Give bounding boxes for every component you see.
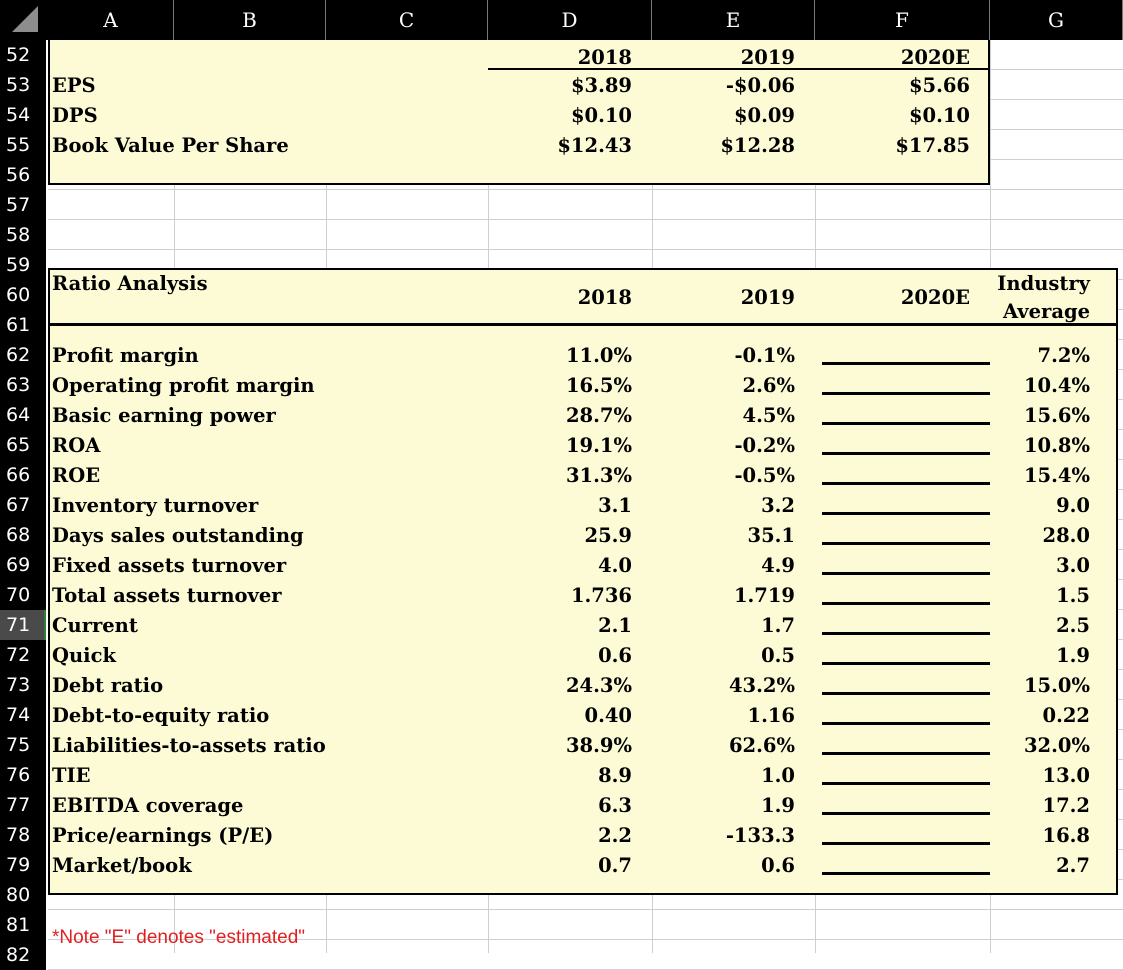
per-share-2019-value: $0.09 [733, 104, 795, 127]
industry-average-value: 17.2 [1042, 794, 1090, 817]
ratio-2019-value: -0.5% [734, 464, 795, 487]
ratio-2019-value: 3.2 [761, 494, 795, 517]
ratio-2018-value: 0.40 [584, 704, 632, 727]
row-header-82[interactable]: 82 [0, 940, 46, 970]
row-header-58[interactable]: 58 [0, 220, 46, 250]
industry-average-value: 10.8% [1023, 434, 1090, 457]
row-header-73[interactable]: 73 [0, 670, 46, 700]
ratio-2020e-input-line[interactable] [822, 872, 990, 875]
industry-average-value: 15.4% [1023, 464, 1090, 487]
row-header-74[interactable]: 74 [0, 700, 46, 730]
industry-average-line2: Average [1002, 300, 1090, 323]
industry-average-value: 13.0 [1042, 764, 1090, 787]
row-header-75[interactable]: 75 [0, 730, 46, 760]
ratio-label: Current [52, 614, 138, 637]
ratio-2019-value: 1.719 [733, 584, 795, 607]
ratio-2018-value: 11.0% [565, 344, 632, 367]
industry-average-value: 3.0 [1056, 554, 1090, 577]
row-header-77[interactable]: 77 [0, 790, 46, 820]
row-header-80[interactable]: 80 [0, 880, 46, 910]
industry-average-value: 16.8 [1042, 824, 1090, 847]
ratio-2020e-input-line[interactable] [822, 362, 990, 365]
industry-average-value: 2.5 [1056, 614, 1090, 637]
ratio-2020e-input-line[interactable] [822, 392, 990, 395]
ratio-2018-value: 38.9% [565, 734, 632, 757]
select-all-icon [12, 6, 38, 32]
row-header-53[interactable]: 53 [0, 70, 46, 100]
ratio-2020e-input-line[interactable] [822, 692, 990, 695]
ratio-label: Debt ratio [52, 674, 164, 697]
industry-average-value: 9.0 [1056, 494, 1090, 517]
ratio-2018-value: 3.1 [598, 494, 632, 517]
ratio-2019-value: 4.5% [742, 404, 795, 427]
row-header-72[interactable]: 72 [0, 640, 46, 670]
row-header-70[interactable]: 70 [0, 580, 46, 610]
ratio-2019-value: 1.0 [761, 764, 795, 787]
ratio-2019-value: -133.3 [725, 824, 795, 847]
ratio-2020e-input-line[interactable] [822, 452, 990, 455]
ratio-2019-value: 1.7 [761, 614, 795, 637]
column-header-f[interactable]: F [815, 0, 990, 40]
per-share-2020e-value: $5.66 [908, 74, 970, 97]
ratio-2020e-input-line[interactable] [822, 632, 990, 635]
ratio-year-2019: 2019 [740, 286, 795, 309]
row-header-60[interactable]: 60 [0, 280, 46, 310]
row-header-65[interactable]: 65 [0, 430, 46, 460]
row-header-55[interactable]: 55 [0, 130, 46, 160]
ratio-2020e-input-line[interactable] [822, 602, 990, 605]
row-header-57[interactable]: 57 [0, 190, 46, 220]
industry-average-value: 15.6% [1023, 404, 1090, 427]
industry-average-value: 7.2% [1037, 344, 1090, 367]
per-share-year-2018: 2018 [577, 46, 632, 69]
ratio-header-rule [48, 323, 1118, 326]
industry-average-value: 0.22 [1042, 704, 1090, 727]
per-share-label: Book Value Per Share [52, 134, 289, 157]
ratio-2019-value: 62.6% [728, 734, 795, 757]
row-header-66[interactable]: 66 [0, 460, 46, 490]
select-all-corner[interactable] [0, 0, 48, 40]
industry-average-value: 2.7 [1056, 854, 1090, 877]
ratio-2019-value: 2.6% [742, 374, 795, 397]
per-share-2018-value: $12.43 [557, 134, 632, 157]
per-share-2018-value: $3.89 [570, 74, 632, 97]
ratio-2019-value: 35.1 [747, 524, 795, 547]
ratio-label: Debt-to-equity ratio [52, 704, 270, 727]
ratio-2018-value: 25.9 [584, 524, 632, 547]
row-gridline [48, 189, 1123, 190]
per-share-2019-value: $12.28 [720, 134, 795, 157]
industry-average-value: 28.0 [1042, 524, 1090, 547]
ratio-2020e-input-line[interactable] [822, 842, 990, 845]
column-header-a[interactable]: A [48, 0, 174, 40]
row-header-79[interactable]: 79 [0, 850, 46, 880]
column-header-b[interactable]: B [174, 0, 326, 40]
column-header-e[interactable]: E [652, 0, 815, 40]
ratio-2019-value: 4.9 [761, 554, 795, 577]
per-share-year-2020e: 2020E [900, 46, 970, 69]
per-share-2020e-value: $17.85 [895, 134, 970, 157]
ratio-label: TIE [52, 764, 91, 787]
per-share-label: EPS [52, 74, 96, 97]
ratio-2018-value: 4.0 [598, 554, 632, 577]
per-share-year-2019: 2019 [740, 46, 795, 69]
ratio-2019-value: -0.2% [734, 434, 795, 457]
ratio-2020e-input-line[interactable] [822, 722, 990, 725]
ratio-2018-value: 24.3% [565, 674, 632, 697]
ratio-year-2020e: 2020E [900, 286, 970, 309]
ratio-2020e-input-line[interactable] [822, 512, 990, 515]
ratio-2020e-input-line[interactable] [822, 542, 990, 545]
ratio-year-2018: 2018 [577, 286, 632, 309]
row-header-61[interactable]: 61 [0, 310, 46, 340]
ratio-2019-value: 0.6 [761, 854, 795, 877]
row-header-78[interactable]: 78 [0, 820, 46, 850]
per-share-2020e-value: $0.10 [908, 104, 970, 127]
ratio-2020e-input-line[interactable] [822, 662, 990, 665]
per-share-2019-value: -$0.06 [725, 74, 795, 97]
row-header-68[interactable]: 68 [0, 520, 46, 550]
ratio-2018-value: 31.3% [565, 464, 632, 487]
ratio-label: ROA [52, 434, 101, 457]
ratio-label: EBITDA coverage [52, 794, 244, 817]
ratio-2018-value: 0.7 [598, 854, 632, 877]
ratio-2020e-input-line[interactable] [822, 812, 990, 815]
ratio-label: ROE [52, 464, 101, 487]
estimate-note: *Note "E" denotes "estimated" [52, 927, 306, 948]
ratio-label: Quick [52, 644, 116, 667]
ratio-2018-value: 19.1% [565, 434, 632, 457]
ratio-2020e-input-line[interactable] [822, 752, 990, 755]
industry-average-line1: Industry [997, 272, 1090, 295]
ratio-2019-value: 0.5 [761, 644, 795, 667]
ratio-label: Price/earnings (P/E) [52, 824, 274, 847]
ratio-label: Basic earning power [52, 404, 276, 427]
ratio-label: Inventory turnover [52, 494, 259, 517]
industry-average-value: 15.0% [1023, 674, 1090, 697]
ratio-2020e-input-line[interactable] [822, 422, 990, 425]
ratio-2020e-input-line[interactable] [822, 482, 990, 485]
ratio-label: Days sales outstanding [52, 524, 304, 547]
ratio-2018-value: 1.736 [570, 584, 632, 607]
row-header-64[interactable]: 64 [0, 400, 46, 430]
column-header-c[interactable]: C [326, 0, 488, 40]
ratio-2019-value: -0.1% [734, 344, 795, 367]
ratio-2019-value: 43.2% [728, 674, 795, 697]
row-header-59[interactable]: 59 [0, 250, 46, 280]
ratio-label: Operating profit margin [52, 374, 315, 397]
ratio-2018-value: 2.1 [598, 614, 632, 637]
ratio-label: Profit margin [52, 344, 199, 367]
row-header-54[interactable]: 54 [0, 100, 46, 130]
ratio-2018-value: 0.6 [598, 644, 632, 667]
ratio-analysis-title: Ratio Analysis [52, 272, 208, 295]
ratio-2018-value: 2.2 [598, 824, 632, 847]
row-header-52[interactable]: 52 [0, 40, 46, 70]
column-header-g[interactable]: G [990, 0, 1123, 40]
ratio-2018-value: 16.5% [565, 374, 632, 397]
row-header-67[interactable]: 67 [0, 490, 46, 520]
ratio-label: Market/book [52, 854, 192, 877]
ratio-label: Liabilities-to-assets ratio [52, 734, 326, 757]
ratio-2020e-input-line[interactable] [822, 782, 990, 785]
row-header-56[interactable]: 56 [0, 160, 46, 190]
row-gridline [48, 249, 1123, 250]
ratio-label: Total assets turnover [52, 584, 282, 607]
industry-average-value: 1.5 [1056, 584, 1090, 607]
ratio-2019-value: 1.16 [747, 704, 795, 727]
row-header-62[interactable]: 62 [0, 340, 46, 370]
row-header-69[interactable]: 69 [0, 550, 46, 580]
row-header-76[interactable]: 76 [0, 760, 46, 790]
row-header-71[interactable]: 71 [0, 610, 46, 640]
ratio-2019-value: 1.9 [761, 794, 795, 817]
ratio-label: Fixed assets turnover [52, 554, 287, 577]
per-share-label: DPS [52, 104, 98, 127]
row-header-81[interactable]: 81 [0, 910, 46, 940]
per-share-2018-value: $0.10 [570, 104, 632, 127]
row-gridline [48, 909, 1123, 910]
ratio-2018-value: 8.9 [598, 764, 632, 787]
row-header-63[interactable]: 63 [0, 370, 46, 400]
ratio-2018-value: 6.3 [598, 794, 632, 817]
industry-average-value: 1.9 [1056, 644, 1090, 667]
ratio-2018-value: 28.7% [565, 404, 632, 427]
row-gridline [48, 219, 1123, 220]
industry-average-value: 32.0% [1023, 734, 1090, 757]
industry-average-value: 10.4% [1023, 374, 1090, 397]
column-header-d[interactable]: D [488, 0, 652, 40]
ratio-2020e-input-line[interactable] [822, 572, 990, 575]
